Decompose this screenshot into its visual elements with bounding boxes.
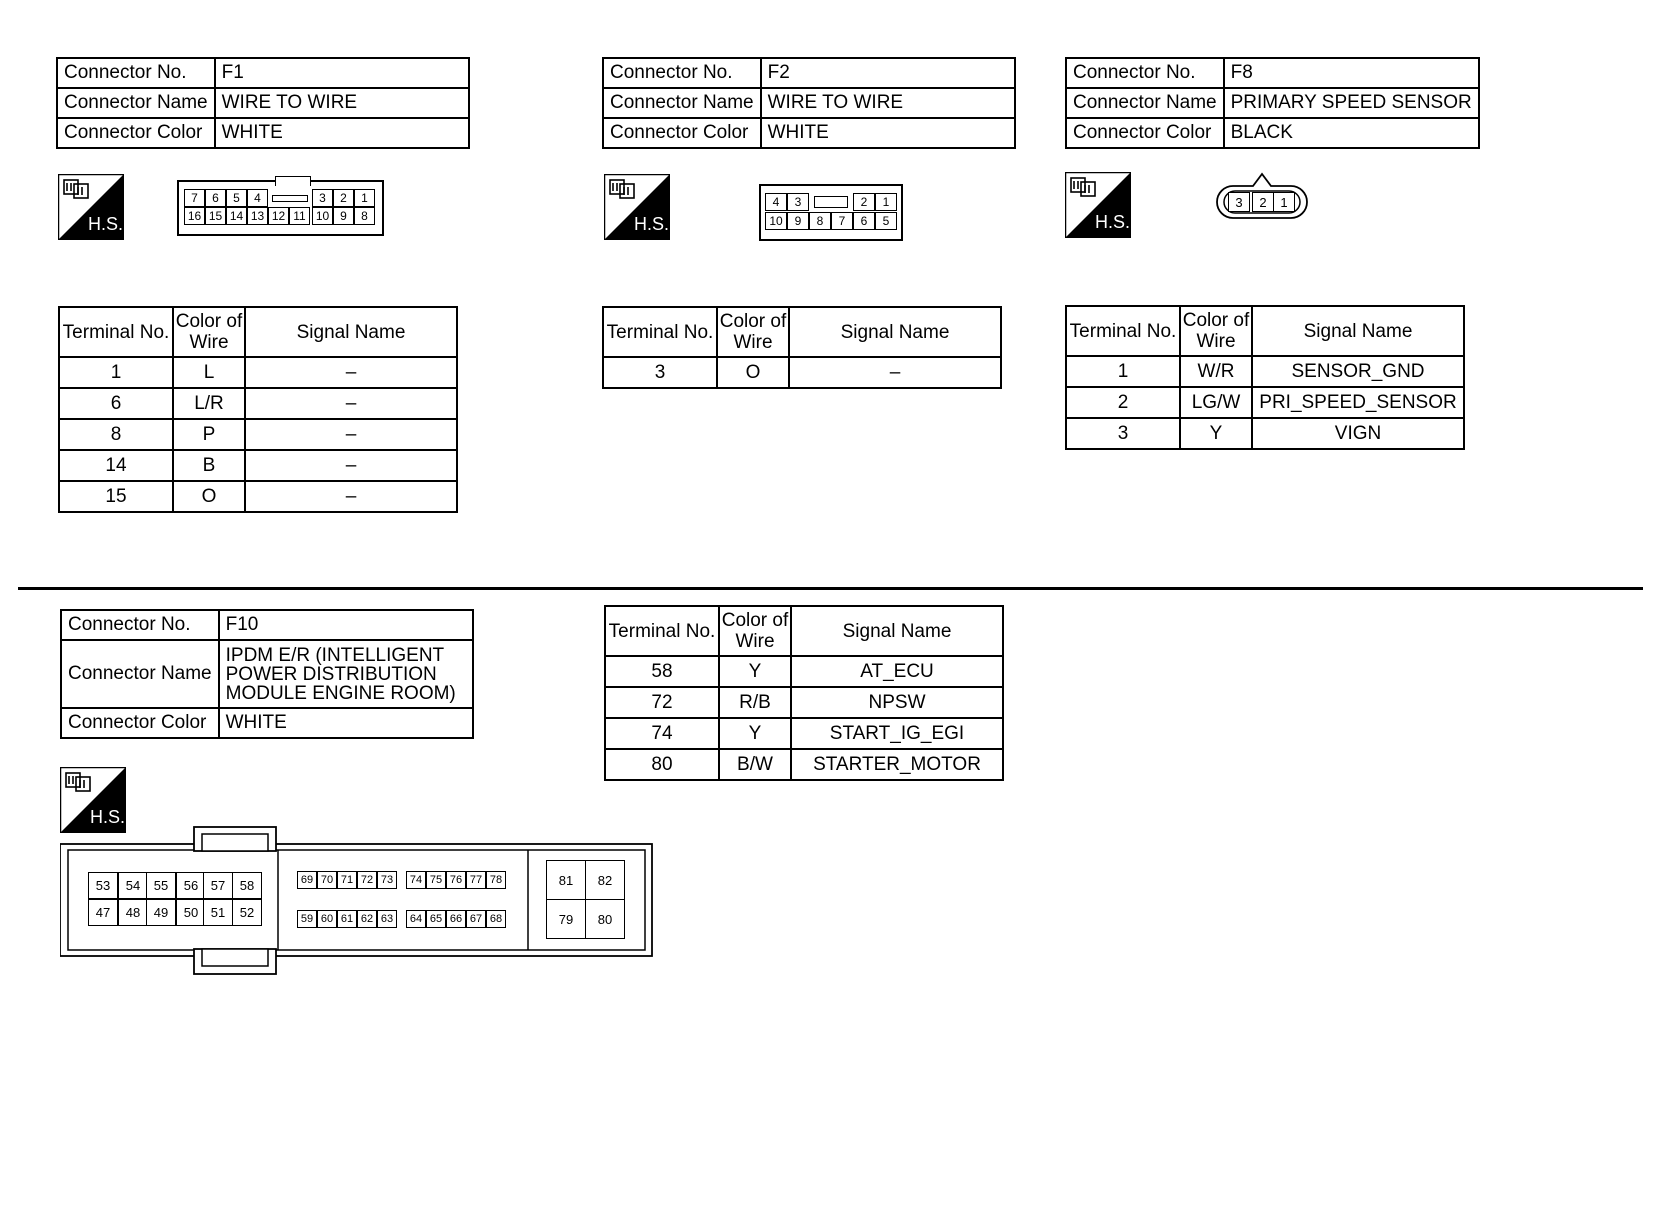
pin-cell: 2 <box>853 193 875 211</box>
terminal-no-cell: 1 <box>1066 356 1180 387</box>
pin-cell: 70 <box>317 871 337 889</box>
table-row <box>605 656 1003 687</box>
pin-cell: 1 <box>1273 192 1295 212</box>
signal-name-cell: AT_ECU <box>791 656 1003 687</box>
signal-name-cell: START_IG_EGI <box>791 718 1003 749</box>
signal-name-cell: VIGN <box>1252 418 1464 449</box>
pin-cell: 3 <box>787 193 809 211</box>
pin-cell: 73 <box>377 871 397 889</box>
terminal-no-cell: 80 <box>605 749 719 780</box>
pin-cell: 2 <box>1252 192 1274 212</box>
wire-color-cell: L <box>173 357 245 388</box>
pin-cell: 78 <box>486 871 506 889</box>
pin-cell: 4 <box>765 193 787 211</box>
pin-cell: 76 <box>446 871 466 889</box>
pin-cell: 60 <box>317 910 337 928</box>
keyway-slot <box>814 196 848 208</box>
pin-cell: 5 <box>226 189 247 207</box>
wire-color-cell: B <box>173 450 245 481</box>
terminal-no-cell: 15 <box>59 481 173 512</box>
terminal-no-cell: 8 <box>59 419 173 450</box>
hs-label: H.S. <box>634 214 670 234</box>
pin-cell: 8 <box>354 207 375 225</box>
pin-cell: 47 <box>88 899 118 926</box>
connector-name-value: IPDM E/R (INTELLIGENT POWER DISTRIBUTION MODULE ENGINE ROOM) <box>219 640 473 708</box>
pin-cell: 82 <box>585 860 625 900</box>
pin-cell: 67 <box>466 910 486 928</box>
connector-no-value: F2 <box>761 58 1015 88</box>
pin-cell: 5 <box>875 212 897 230</box>
hs-label: H.S. <box>88 214 124 234</box>
table-row <box>59 357 457 388</box>
terminal-no-cell: 6 <box>59 388 173 419</box>
terminal-table-f1 <box>58 306 458 513</box>
connector-f2-face <box>759 184 903 241</box>
connector-name-label: Connector Name <box>603 88 761 118</box>
pin-cell: 77 <box>466 871 486 889</box>
harness-side-icon <box>1065 172 1131 238</box>
pin-cell: 6 <box>853 212 875 230</box>
table-row <box>59 450 457 481</box>
connector-f8-info <box>1065 57 1480 149</box>
harness-side-icon <box>604 174 670 240</box>
pin-cell: 80 <box>585 899 625 939</box>
table-row <box>59 481 457 512</box>
pin-cell: 48 <box>118 899 148 926</box>
signal-name-cell: SENSOR_GND <box>1252 356 1464 387</box>
signal-name-cell: – <box>245 481 457 512</box>
wire-color-cell: O <box>717 357 789 388</box>
pin-cell: 58 <box>232 872 262 899</box>
table-row <box>59 388 457 419</box>
pin-cell: 53 <box>88 872 118 899</box>
pin-cell: 61 <box>337 910 357 928</box>
connector-no-value: F10 <box>219 610 473 640</box>
connector-name-value: WIRE TO WIRE <box>215 88 469 118</box>
wire-color-cell: LG/W <box>1180 387 1252 418</box>
section-divider <box>18 587 1643 590</box>
pin-cell: 8 <box>809 212 831 230</box>
pin-cell: 65 <box>426 910 446 928</box>
connector-name-label: Connector Name <box>61 640 219 708</box>
pin-cell: 1 <box>875 193 897 211</box>
terminal-no-cell: 58 <box>605 656 719 687</box>
connector-lock <box>275 176 311 186</box>
pin-cell: 79 <box>546 899 586 939</box>
pin-cell: 1 <box>354 189 375 207</box>
connector-color-label: Connector Color <box>603 118 761 148</box>
color-of-wire-header: Color of Wire <box>1180 306 1252 356</box>
signal-name-cell: STARTER_MOTOR <box>791 749 1003 780</box>
connector-color-value: WHITE <box>215 118 469 148</box>
table-row <box>605 687 1003 718</box>
terminal-no-cell: 3 <box>1066 418 1180 449</box>
wire-color-cell: P <box>173 419 245 450</box>
terminal-no-header: Terminal No. <box>59 307 173 357</box>
connector-f10-face <box>60 826 653 976</box>
terminal-no-cell: 72 <box>605 687 719 718</box>
terminal-no-header: Terminal No. <box>1066 306 1180 356</box>
pin-cell: 15 <box>205 207 226 225</box>
table-row <box>605 718 1003 749</box>
table-row <box>1066 418 1464 449</box>
signal-name-cell: – <box>245 419 457 450</box>
signal-name-cell: – <box>789 357 1001 388</box>
connector-name-label: Connector Name <box>57 88 215 118</box>
pin-cell: 49 <box>146 899 176 926</box>
pin-cell: 62 <box>357 910 377 928</box>
connector-color-value: BLACK <box>1224 118 1479 148</box>
pin-cell: 16 <box>184 207 205 225</box>
terminal-no-cell: 3 <box>603 357 717 388</box>
wire-color-cell: W/R <box>1180 356 1252 387</box>
signal-name-header: Signal Name <box>791 606 1003 656</box>
wire-color-cell: L/R <box>173 388 245 419</box>
wire-color-cell: Y <box>1180 418 1252 449</box>
color-of-wire-header: Color of Wire <box>717 307 789 357</box>
connector-no-value: F8 <box>1224 58 1479 88</box>
connector-color-label: Connector Color <box>1066 118 1224 148</box>
pin-cell: 74 <box>406 871 426 889</box>
connector-color-label: Connector Color <box>57 118 215 148</box>
wire-color-cell: Y <box>719 656 791 687</box>
connector-color-label: Connector Color <box>61 708 219 738</box>
connector-f8-face <box>1215 172 1309 220</box>
signal-name-header: Signal Name <box>245 307 457 357</box>
signal-name-cell: – <box>245 388 457 419</box>
pin-cell: 9 <box>787 212 809 230</box>
pin-cell: 72 <box>357 871 377 889</box>
connector-f2-info <box>602 57 1016 149</box>
pin-cell: 6 <box>205 189 226 207</box>
terminal-no-cell: 14 <box>59 450 173 481</box>
pin-cell: 55 <box>146 872 176 899</box>
connector-no-label: Connector No. <box>1066 58 1224 88</box>
terminal-no-header: Terminal No. <box>605 606 719 656</box>
harness-side-icon <box>58 174 124 240</box>
connector-f1-info <box>56 57 470 149</box>
pin-cell: 63 <box>377 910 397 928</box>
pin-cell: 3 <box>1228 192 1250 212</box>
signal-name-header: Signal Name <box>1252 306 1464 356</box>
signal-name-cell: – <box>245 357 457 388</box>
connector-f10-info <box>60 609 474 739</box>
table-row <box>605 749 1003 780</box>
connector-no-label: Connector No. <box>57 58 215 88</box>
pin-cell: 66 <box>446 910 466 928</box>
table-row <box>603 357 1001 388</box>
color-of-wire-header: Color of Wire <box>719 606 791 656</box>
pin-cell: 2 <box>333 189 354 207</box>
pin-cell: 75 <box>426 871 446 889</box>
terminal-no-header: Terminal No. <box>603 307 717 357</box>
hs-label: H.S. <box>90 807 126 827</box>
table-row <box>1066 387 1464 418</box>
terminal-table-f10 <box>604 605 1004 781</box>
wire-color-cell: B/W <box>719 749 791 780</box>
wire-color-cell: O <box>173 481 245 512</box>
terminal-no-cell: 1 <box>59 357 173 388</box>
connector-name-label: Connector Name <box>1066 88 1224 118</box>
pin-cell: 7 <box>831 212 853 230</box>
wire-color-cell: Y <box>719 718 791 749</box>
pin-cell: 56 <box>176 872 206 899</box>
connector-no-label: Connector No. <box>603 58 761 88</box>
pin-cell: 13 <box>247 207 268 225</box>
signal-name-header: Signal Name <box>789 307 1001 357</box>
connector-f1-face <box>177 180 384 236</box>
pin-cell: 68 <box>486 910 506 928</box>
pin-cell: 54 <box>118 872 148 899</box>
table-row <box>1066 356 1464 387</box>
harness-side-icon <box>60 767 126 833</box>
table-row <box>59 419 457 450</box>
pin-cell: 7 <box>184 189 205 207</box>
hs-label: H.S. <box>1095 212 1131 232</box>
pin-cell: 12 <box>268 207 289 225</box>
pin-cell: 9 <box>333 207 354 225</box>
pin-cell: 64 <box>406 910 426 928</box>
terminal-no-cell: 2 <box>1066 387 1180 418</box>
pin-cell: 51 <box>203 899 233 926</box>
signal-name-cell: PRI_SPEED_SENSOR <box>1252 387 1464 418</box>
pin-cell: 10 <box>765 212 787 230</box>
pin-cell: 3 <box>312 189 333 207</box>
pin-cell: 10 <box>312 207 333 225</box>
color-of-wire-header: Color of Wire <box>173 307 245 357</box>
pin-cell: 11 <box>289 207 310 225</box>
connector-color-value: WHITE <box>761 118 1015 148</box>
wire-color-cell: R/B <box>719 687 791 718</box>
connector-no-value: F1 <box>215 58 469 88</box>
terminal-table-f8 <box>1065 305 1465 450</box>
pin-cell: 71 <box>337 871 357 889</box>
connector-no-label: Connector No. <box>61 610 219 640</box>
keyway-slot <box>272 195 308 202</box>
signal-name-cell: – <box>245 450 457 481</box>
connector-name-value: PRIMARY SPEED SENSOR <box>1224 88 1479 118</box>
pin-cell: 59 <box>297 910 317 928</box>
pin-cell: 69 <box>297 871 317 889</box>
pin-cell: 52 <box>232 899 262 926</box>
terminal-no-cell: 74 <box>605 718 719 749</box>
connector-color-value: WHITE <box>219 708 473 738</box>
connector-name-value: WIRE TO WIRE <box>761 88 1015 118</box>
pin-cell: 50 <box>176 899 206 926</box>
terminal-table-f2 <box>602 306 1002 389</box>
pin-cell: 4 <box>247 189 268 207</box>
pin-cell: 81 <box>546 860 586 900</box>
pin-cell: 14 <box>226 207 247 225</box>
signal-name-cell: NPSW <box>791 687 1003 718</box>
pin-cell: 57 <box>203 872 233 899</box>
